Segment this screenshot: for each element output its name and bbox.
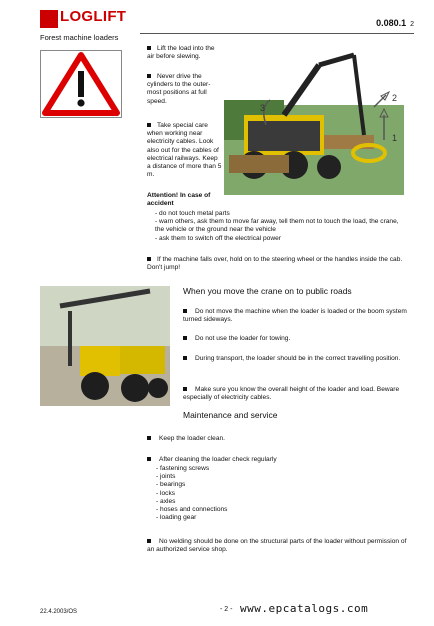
- check-item: - bearings: [156, 481, 186, 489]
- check-item: - axles: [156, 497, 176, 505]
- forwarder-crane-photo: [224, 45, 404, 195]
- check-item: - loading gear: [156, 514, 197, 522]
- bullet-not-loaded: Do not move the machine when the loader is loaded or the boom system turned sideways.: [183, 308, 407, 324]
- diagram-label-1: 1: [392, 133, 398, 143]
- check-item: - locks: [156, 489, 176, 497]
- footer-url: www.epcatalogs.com: [240, 602, 369, 615]
- diagram-label-2: 2: [392, 93, 398, 103]
- header-subtitle: Forest machine loaders: [40, 33, 119, 42]
- section-title-public-roads: When you move the crane on to public roads: [183, 286, 352, 296]
- accident-item: - do not touch metal parts: [155, 210, 230, 217]
- forwarder-road-photo: [40, 286, 170, 406]
- check-item: - fastening screws: [156, 465, 210, 472]
- logo: LOGLIFT: [60, 8, 127, 25]
- check-list: [156, 465, 356, 522]
- logo-mark: [40, 10, 58, 28]
- bullet-overall-height: Make sure you know the overall height of the loader and load. Beware especially of electricity cables.: [183, 386, 400, 402]
- doc-number: 0.080.1 2: [376, 18, 414, 28]
- bullet-no-towing: Do not use the loader for towing.: [183, 335, 413, 343]
- bullet-falls-over: If the machine falls over, hold on to the steering wheel or the handles inside the cab. Don't jump!: [147, 256, 403, 272]
- bullet-check-regularly: After cleaning the loader check regularly: [147, 456, 407, 464]
- bullet-travelling-position: During transport, the loader should be in the correct travelling position.: [183, 355, 413, 363]
- header-rule: [140, 33, 414, 34]
- section-title-maintenance: Maintenance and service: [183, 410, 278, 420]
- footer-page-number: - 2 -: [220, 606, 233, 613]
- warning-triangle-icon: [41, 51, 121, 117]
- accident-list: [155, 210, 405, 243]
- diagram-label-3: 3: [260, 103, 266, 113]
- bullet-cylinders: Never drive the cylinders to the outer-most positions at full speed.: [147, 73, 211, 105]
- check-item: - hoses and connections: [156, 506, 228, 514]
- warning-sign-frame: [40, 50, 122, 118]
- bullet-keep-clean: Keep the loader clean.: [147, 435, 407, 443]
- footer-date: 22.4.2003/OS: [40, 609, 78, 615]
- accident-item: - ask them to switch off the electrical power: [155, 234, 281, 242]
- check-item: - joints: [156, 473, 176, 481]
- attention-heading: Attention! In case of accident: [147, 192, 211, 208]
- bullet-electricity: Take special care when working near electricity cables. Look also out for the cables of electrical railways. Keep a distance of more than 5 m.: [147, 122, 222, 179]
- bullet-lift-load: Lift the load into the air before slewing.: [147, 45, 215, 61]
- accident-item: - warn others, ask them to move far away, tell them not to touch the load, the crane, the vehicle or the ground near the vehicle: [155, 218, 399, 234]
- bullet-no-welding: No welding should be done on the structural parts of the loader without permission of an authorized service shop.: [147, 538, 407, 554]
